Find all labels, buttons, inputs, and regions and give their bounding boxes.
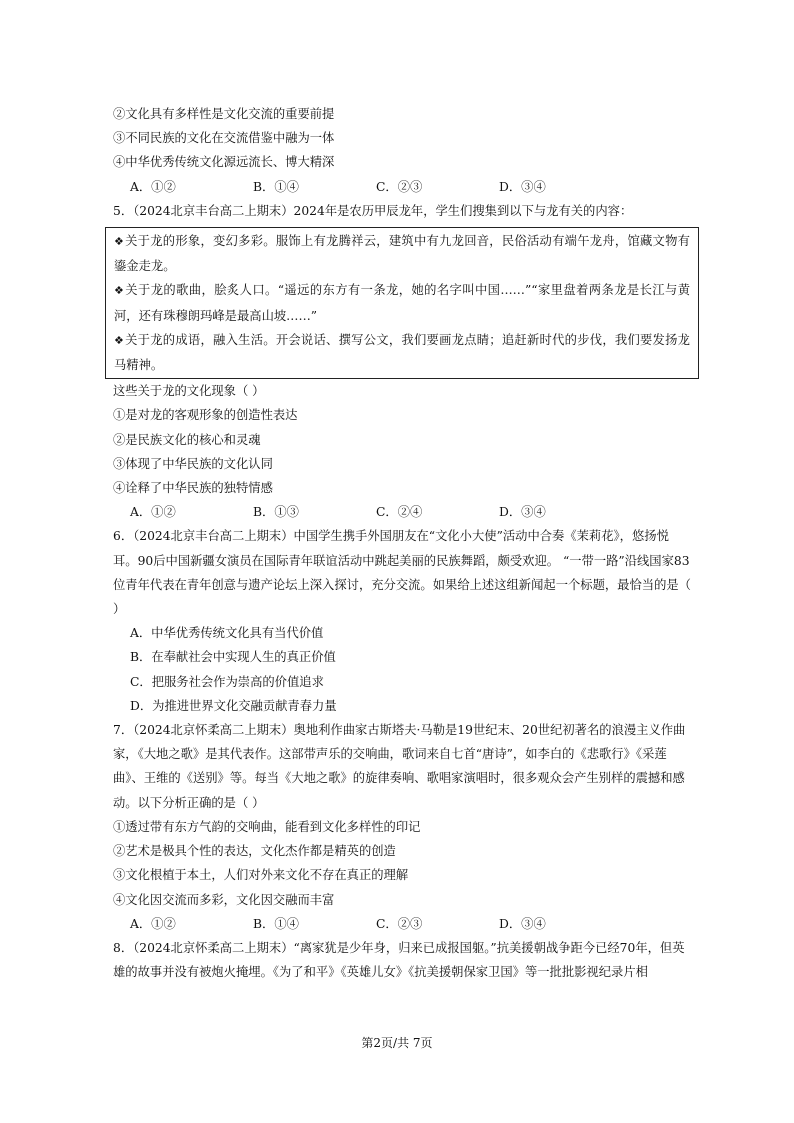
choice-c: C．②④ [376, 505, 423, 520]
option-3: ③不同民族的文化在交流借鉴中融为一体 [113, 131, 335, 146]
choice-a: A．①② [130, 916, 176, 931]
question-6-stem: 6．（2024北京丰台高二上期末）中国学生携手外国朋友在“文化小大使”活动中合奏《茉莉花》，悠扬悦耳。90后中国新疆女演员在国际青年联谊活动中跳起美丽的民族舞蹈，颇受欢迎。 “一带一路”沿线国家83位青年代表在青年创意与遗产论坛上深入探讨，充分交流。如果给上述这组新闻起一个标题，最恰当的是（ ） [113, 529, 691, 617]
option-2: ②文化具有多样性是文化交流的重要前提 [113, 107, 335, 121]
q6-choice-c: C．把服务社会作为崇高的价值追求 [130, 674, 324, 689]
choice-b: B．①④ [253, 179, 299, 194]
question-7-stem: 7．（2024北京怀柔高二上期末）奥地利作曲家古斯塔夫·马勒是19世纪末、20世纪初著名的浪漫主义作曲家，《大地之歌》是其代表作。这部带声乐的交响曲，歌词来自七首“唐诗”，如李白的《悲歌行》《采莲曲》、王维的《送别》等。每当《大地之歌》的旋律奏响、歌唱家演唱时，很多观众会产生别样的震撼和感动。以下分析正确的是（ ） [113, 723, 686, 810]
q5-option-3: ③体现了中华民族的文化认同 [113, 456, 273, 471]
choice-b: B．①③ [253, 505, 299, 520]
q5-option-1: ①是对龙的客观形象的创造性表达 [113, 408, 298, 423]
q4-choices [113, 175, 691, 199]
page-number-footer: 第2页/共 7页 [361, 1036, 433, 1050]
choice-c: C．②③ [376, 179, 423, 194]
box-item-idiom: ❖关于龙的成语，融入生活。开会说话、撰写公文，我们要画龙点睛；追赶新时代的步伐，我们要发扬龙马精神。 [114, 332, 690, 373]
diamond-bullet-icon: ❖ [114, 284, 125, 298]
choice-a: A．①② [130, 179, 176, 194]
q6-choice-a: A．中华优秀传统文化具有当代价值 [130, 626, 324, 641]
box-item-song: ❖关于龙的歌曲，脍炙人口。“遥远的东方有一条龙，她的名字叫中国……”“家里盘着两条龙是长江与黄河，还有珠穆朗玛峰是最高山坡……” [114, 283, 690, 323]
question-5-prompt: 这些关于龙的文化现象（ ） [113, 384, 265, 399]
choice-d: D．③④ [499, 916, 546, 931]
q7-choices [113, 912, 691, 936]
choice-d: D．③④ [499, 505, 546, 520]
diamond-bullet-icon: ❖ [114, 235, 125, 249]
q5-choices [113, 500, 691, 524]
q7-option-4: ④文化因交流而多彩，文化因交融而丰富 [113, 892, 335, 907]
q5-option-2: ②是民族文化的核心和灵魂 [113, 432, 261, 447]
question-8-stem: 8．（2024北京怀柔高二上期末）“离家犹是少年身，归来已成报国躯。”抗美援朝战争距今已经70年，但英雄的故事并没有被炮火掩埋。《为了和平》《英雄儿女》《抗美援朝保家卫国》等一批批影视纪录片相 [113, 940, 685, 980]
diamond-bullet-icon: ❖ [114, 333, 125, 347]
q7-option-2: ②艺术是极具个性的表达，文化杰作都是精英的创造 [113, 844, 396, 859]
q6-choice-b: B．在奉献社会中实现人生的真正价值 [130, 650, 336, 665]
choice-b: B．①④ [253, 916, 299, 931]
page-content [113, 102, 691, 984]
q6-choice-d: D．为推进世界文化交融贡献青春力量 [130, 698, 337, 713]
q7-option-1: ①透过带有东方气韵的交响曲，能看到文化多样性的印记 [113, 819, 421, 834]
q7-option-3: ③文化根植于本土，人们对外来文化不存在真正的理解 [113, 868, 409, 883]
choice-a: A．①② [130, 505, 176, 520]
choice-d: D．③④ [499, 179, 546, 194]
choice-c: C．②③ [376, 916, 423, 931]
q5-option-4: ④诠释了中华民族的独特情感 [113, 481, 273, 496]
dragon-info-box [105, 227, 699, 379]
question-5-stem: 5．（2024北京丰台高二上期末）2024年是农历甲辰龙年，学生们搜集到以下与龙有关的内容： [113, 203, 633, 218]
option-4: ④中华优秀传统文化源远流长、博大精深 [113, 155, 335, 170]
box-item-image: ❖关于龙的形象，变幻多彩。服饰上有龙腾祥云，建筑中有九龙回音，民俗活动有端午龙舟，馆藏文物有鎏金走龙。 [114, 234, 690, 274]
